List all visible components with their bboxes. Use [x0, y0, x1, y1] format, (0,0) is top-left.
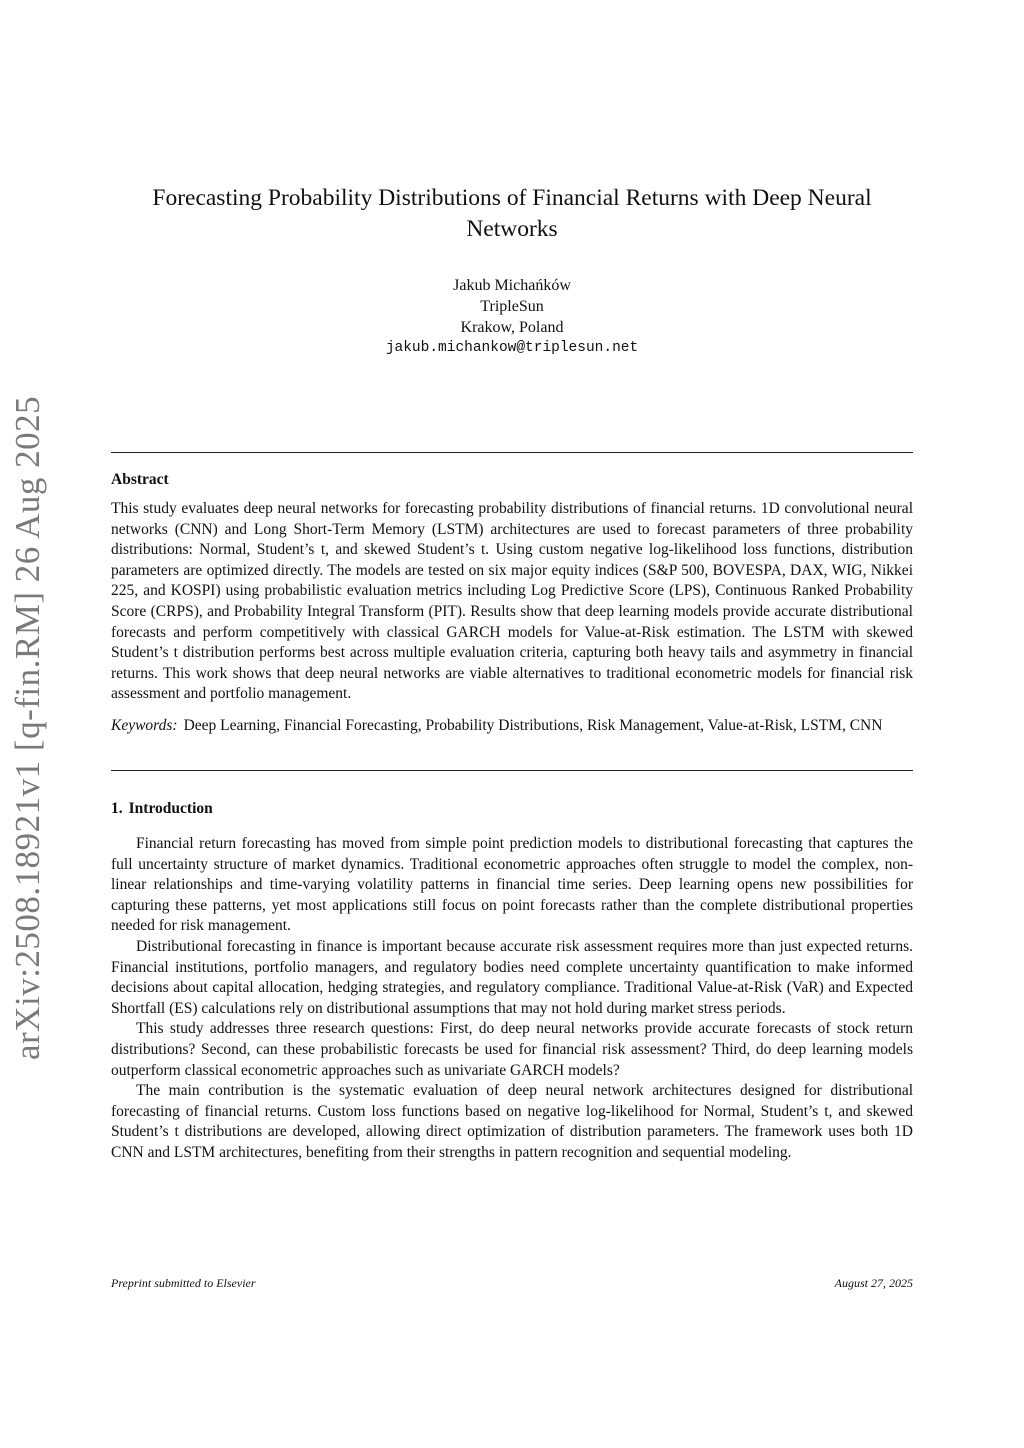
abstract-text: This study evaluates deep neural networks for forecasting probability distributions of financial returns. 1D convolutional neural networks (CNN) and Long Short-Term Memory (LSTM) architectures are used to forecast parameters of three probability distributions: Normal, Student’s t, and skewed Student’s t. Using custom negative log-likelihood loss functions, distribution parameters are optimized directly. The models are tested on six major equity indices (S&P 500, BOVESPA, DAX, WIG, Nikkei 225, and KOSPI) using probabilistic evaluation metrics including Log Predictive Score (LPS), Continuous Ranked Probability Score (CRPS), and Probability Integral Transform (PIT). Results show that deep learning models provide accurate distributional forecasts and perform competitively with classical GARCH models for Value-at-Risk estimation. The LSTM with skewed Student’s t distribution performs best across multiple evaluation criteria, capturing both heavy tails and asymmetry in financial returns. This work shows that deep neural networks are viable alternatives to traditional econometric models for financial risk assessment and portfolio management. [111, 500, 913, 703]
author-block [111, 275, 913, 359]
section-number: 1. [111, 800, 123, 817]
author-name: Jakub Michańków [453, 277, 571, 294]
footer-date: August 27, 2025 [834, 1276, 913, 1290]
keywords-label: Keywords: [111, 717, 178, 734]
abstract-heading: Abstract [111, 471, 169, 488]
introduction-body [111, 834, 913, 1164]
author-location: Krakow, Poland [460, 319, 564, 336]
keywords-text: Deep Learning, Financial Forecasting, Probability Distributions, Risk Management, Value-at-Risk, LSTM, CNN [183, 717, 883, 734]
footer-submission-note: Preprint submitted to Elsevier [111, 1276, 256, 1290]
author-affiliation: TripleSun [480, 298, 544, 315]
paper-title: Forecasting Probability Distributions of Financial Returns with Deep Neural Networks [152, 185, 872, 242]
author-email[interactable]: jakub.michankow@triplesun.net [385, 340, 639, 356]
paragraph: Financial return forecasting has moved from simple point prediction models to distributional forecasting that captures the full uncertainty structure of market dynamics. Traditional econometric approaches often struggle to model the complex, non-linear relationships and time-varying volatility patterns in financial time series. Deep learning opens new possibilities for capturing these patterns, yet most applications still focus on point forecasts rather than the complete distributional properties needed for risk management. [111, 835, 913, 935]
arxiv-identifier-stamp: arXiv:2508.18921v1 [q-fin.RM] 26 Aug 2025 [8, 395, 47, 1060]
abstract-bottom-rule [111, 770, 913, 771]
paragraph: This study addresses three research questions: First, do deep neural networks provide accurate forecasts of stock return distributions? Second, can these probabilistic forecasts be used for financial risk assessment? Third, do deep learning models outperform classical econometric approaches such as univariate GARCH models? [111, 1020, 913, 1079]
page-footer [111, 1276, 913, 1291]
paragraph: Distributional forecasting in finance is important because accurate risk assessment requires more than just expected returns. Financial institutions, portfolio managers, and regulatory bodies need complete uncertainty quantification to make informed decisions about capital allocation, hedging strategies, and regulatory compliance. Traditional Value-at-Risk (VaR) and Expected Shortfall (ES) calculations rely on distributional assumptions that may not hold during market stress periods. [111, 937, 913, 1017]
paragraph: The main contribution is the systematic evaluation of deep neural network architectures designed for distributional forecasting of financial returns. Custom loss functions based on negative log-likelihood for Normal, Student’s t, and skewed Student’s t distributions are developed, allowing direct optimization of distribution parameters. The framework uses both 1D CNN and LSTM architectures, benefiting from their strengths in pattern recognition and sequential modeling. [111, 1082, 913, 1161]
introduction-heading [111, 799, 913, 819]
abstract-top-rule [111, 452, 913, 453]
section-title: Introduction [128, 800, 213, 817]
keywords [111, 716, 913, 737]
